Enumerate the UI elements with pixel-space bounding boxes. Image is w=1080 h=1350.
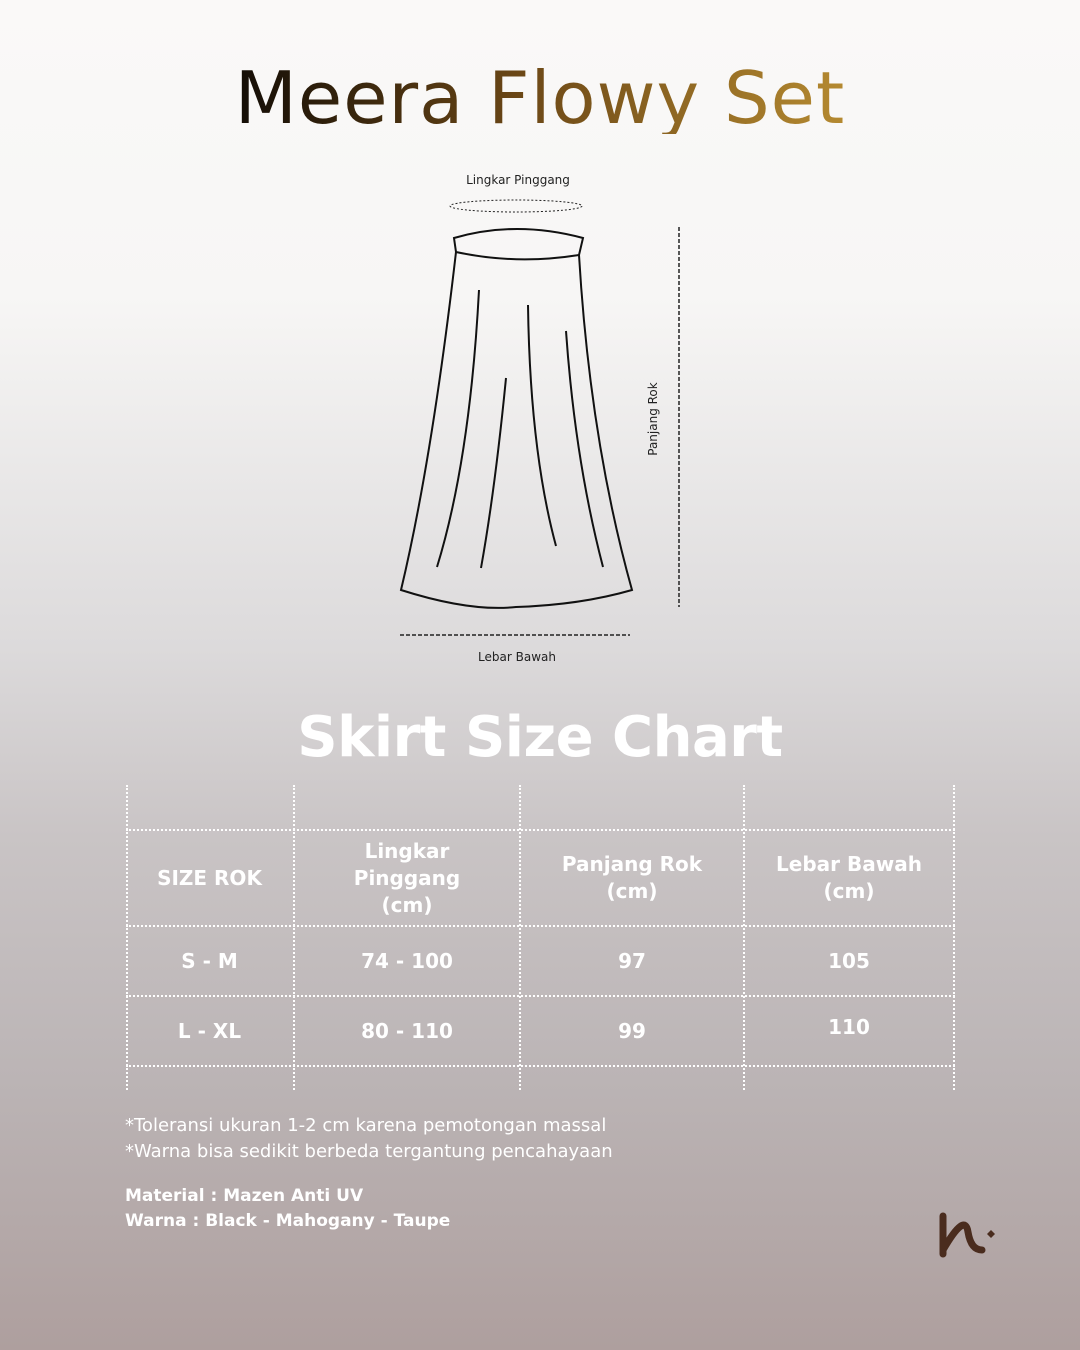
waistband: [454, 229, 583, 259]
notes: [125, 1113, 613, 1165]
fold-line: [528, 305, 556, 546]
fold-line: [481, 378, 506, 568]
product-info: [125, 1184, 450, 1234]
note-line: *Warna bisa sedikit berbeda tergantung pencahayaan: [125, 1141, 613, 1162]
table-cell: L - XL: [177, 1018, 242, 1043]
color-text: Warna : Black - Mahogany - Taupe: [125, 1211, 451, 1231]
waist-label: Lingkar Pinggang: [466, 173, 570, 187]
skirt-body: [401, 252, 632, 608]
skirt-outline-icon: [0, 160, 1080, 680]
size-chart-title: Skirt Size Chart: [297, 705, 783, 770]
table-cell: 105: [828, 948, 870, 973]
table-cell: S - M: [181, 948, 238, 973]
table-cell: 99: [618, 1018, 646, 1043]
table-cell: 110: [828, 1014, 870, 1039]
brand-logo-icon: [935, 1210, 999, 1262]
waist-ellipse: [450, 200, 582, 212]
table-cell: 80 - 110: [361, 1018, 453, 1043]
length-label: Panjang Rok: [646, 382, 660, 456]
table-header-cell: Lebar Bawah (cm): [776, 852, 922, 903]
page-title: Meera Flowy Set: [0, 62, 1080, 134]
hem-label: Lebar Bawah: [478, 650, 556, 664]
size-table: [126, 785, 955, 1090]
fold-line: [566, 331, 603, 567]
fold-line: [437, 290, 479, 567]
skirt-diagram: [0, 160, 1080, 680]
table-cell: 97: [618, 948, 646, 973]
table-header-cell: Lingkar Pinggang (cm): [353, 838, 461, 917]
table-divider: [126, 1065, 955, 1067]
note-line: *Toleransi ukuran 1-2 cm karena pemotongan massal: [125, 1115, 607, 1136]
material-text: Material : Mazen Anti UV: [125, 1186, 364, 1206]
table-cell: 74 - 100: [361, 948, 453, 973]
table-header-cell: SIZE ROK: [157, 865, 262, 890]
table-header-cell: Panjang Rok (cm): [561, 852, 703, 903]
